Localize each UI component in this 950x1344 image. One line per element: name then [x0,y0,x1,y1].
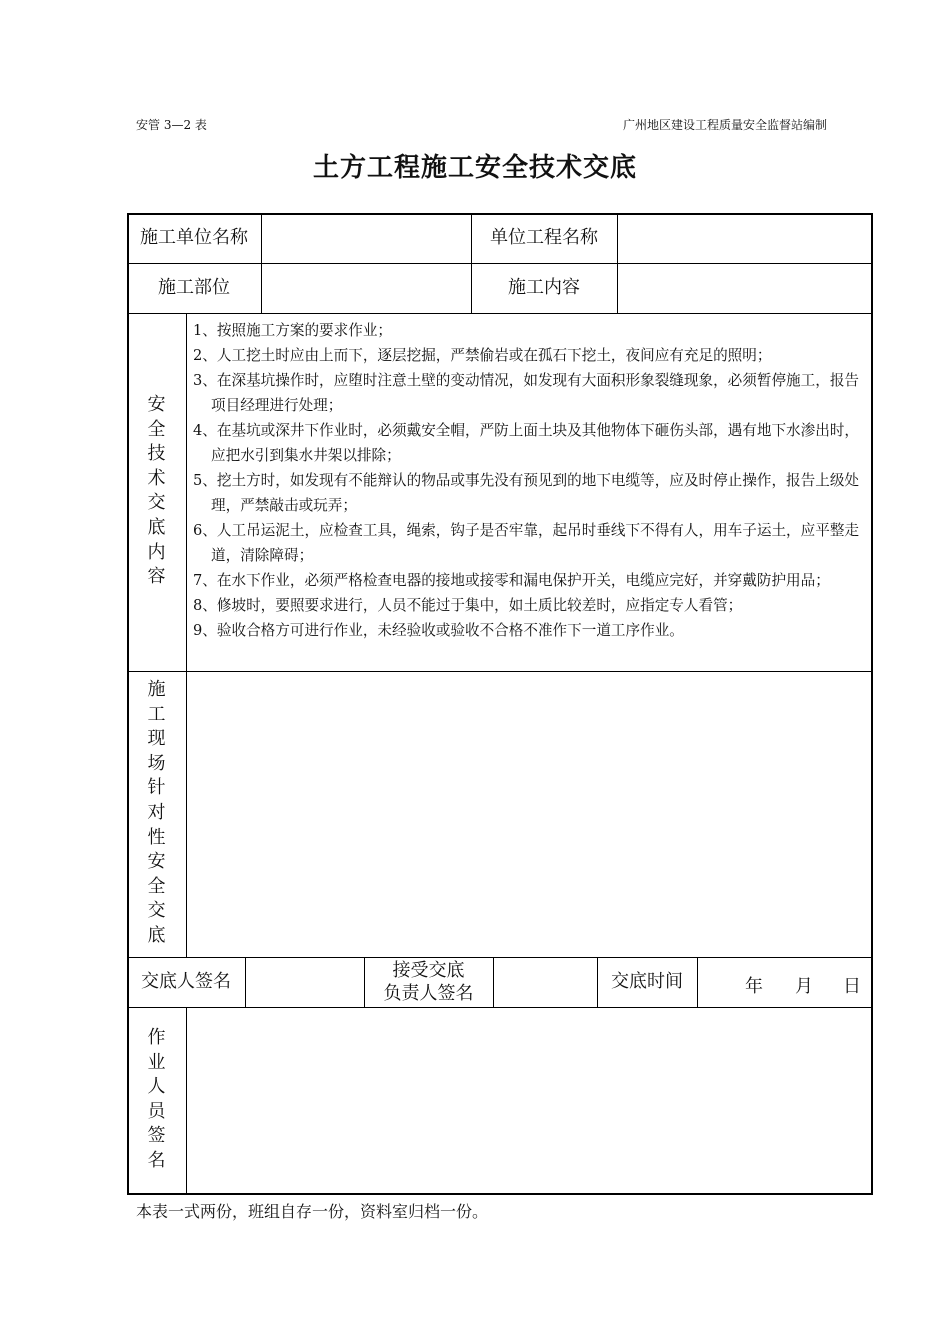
site-section-label: 施 工 现 场 针 对 性 安 全 交 底 [147,679,166,946]
issuer: 广州地区建设工程质量安全监督站编制 [622,118,827,132]
presenter-label: 交底人签名 [141,971,231,993]
project-name-field[interactable] [618,214,871,263]
presenter-signature-field[interactable] [246,958,364,1007]
footer-note: 本表一式两份，班组自存一份，资料室归档一份。 [136,1202,489,1221]
safety-section-label: 安 全 技 术 交 底 内 容 [147,394,166,588]
project-name-label: 单位工程名称 [490,227,598,249]
receiver-label: 接受交底 负责人签名 [383,959,474,1004]
unit-name-label: 施工单位名称 [140,227,248,249]
content-field[interactable] [618,264,871,313]
workers-section-label: 作 业 人 员 签 名 [147,1027,166,1171]
page-title: 土方工程施工安全技术交底 [312,153,637,183]
safety-item: 5、挖土方时，如发现有不能辩认的物品或事先没有预见到的地下电缆等，应及时停止操作，报告上级处理，严禁敲击或玩弄； [193,472,860,514]
date-field[interactable]: 年 月 日 [745,976,861,997]
safety-item: 2、人工挖土时应由上而下，逐层挖掘，严禁偷岩或在孤石下挖土，夜间应有充足的照明； [193,347,772,364]
row-divider-2 [127,313,873,314]
col-divider [697,957,698,1007]
part-field[interactable] [262,264,471,313]
safety-item: 9、验收合格方可进行作业，未经验收或验收不合格不准作下一道工序作业。 [193,622,684,639]
form-code: 安管 3—2 表 [136,118,207,132]
safety-item: 6、人工吊运泥土，应检查工具，绳索，钩子是否牢靠，起吊时垂线下不得有人，用车子运土，应平整走道，清除障碍； [193,522,860,564]
part-label: 施工部位 [158,277,230,299]
safety-item: 7、在水下作业，必须严格检查电器的接地或接零和漏电保护开关，电缆应完好，并穿戴防护用品； [193,572,830,589]
site-content-field[interactable] [187,672,871,957]
safety-item: 4、在基坑或深井下作业时，必须戴安全帽，严防上面土块及其他物体下砸伤头部，遇有地下水渗出时，应把水引到集水井架以排除； [193,422,860,464]
unit-name-field[interactable] [262,214,471,263]
safety-item: 8、修坡时，要照要求进行，人员不能过于集中，如土质比较差时，应指定专人看管； [193,597,743,614]
safety-item: 3、在深基坑操作时，应堕时注意土壁的变动情况，如发现有大面积形象裂缝现象，必须暂停施工，报告项目经理进行处理； [193,372,860,414]
safety-content [193,318,868,643]
time-label: 交底时间 [611,971,683,993]
receiver-signature-field[interactable] [494,958,597,1007]
content-label: 施工内容 [508,277,580,299]
safety-item: 1、按照施工方案的要求作业； [193,322,393,339]
workers-signature-field[interactable] [187,1008,871,1193]
